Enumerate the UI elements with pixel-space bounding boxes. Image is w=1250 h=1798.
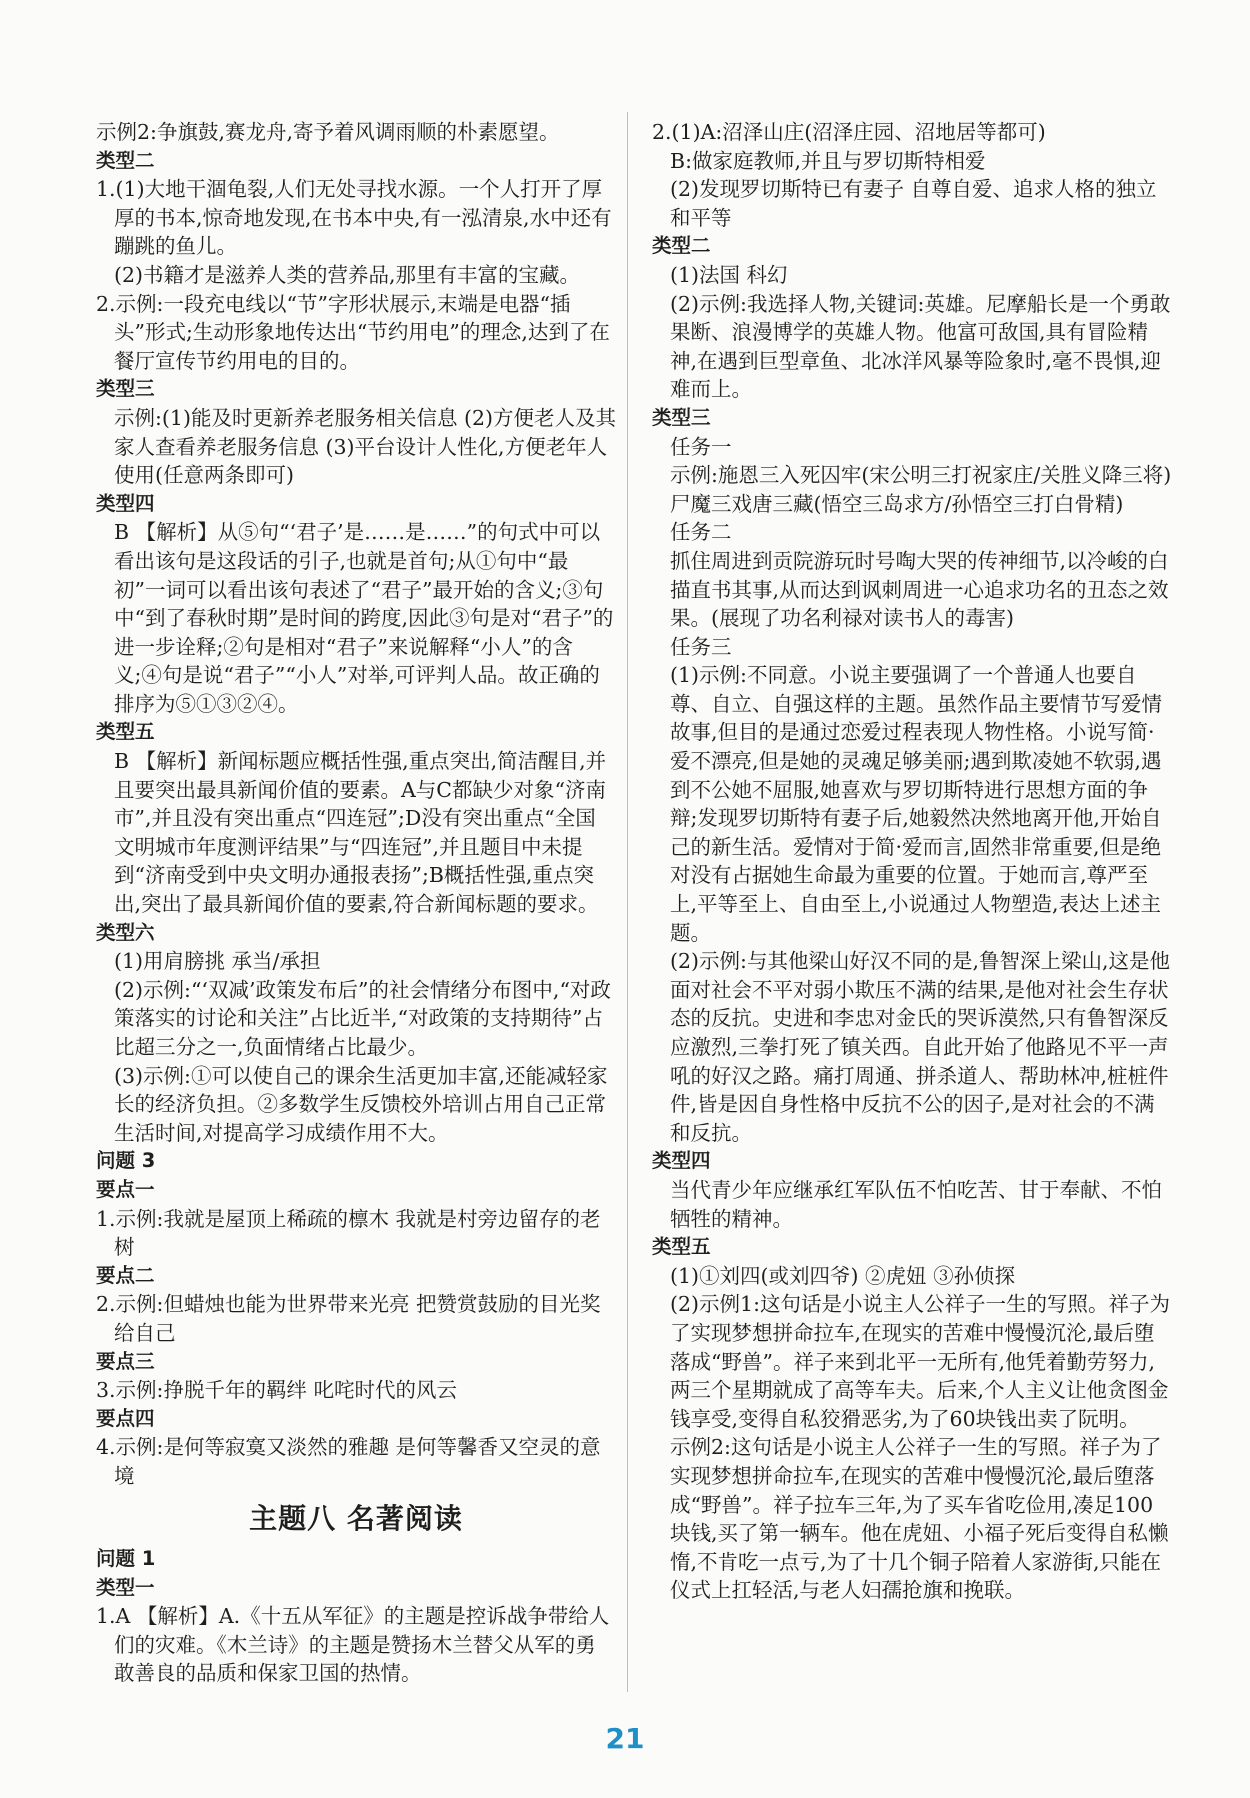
section-heading: 类型六 (96, 920, 155, 944)
answer-text: (2)发现罗切斯特已有妻子 自尊自爱、追求人格的独立和平等 (670, 177, 1157, 230)
answer-text: B:做家庭教师,并且与罗切斯特相爱 (670, 148, 986, 173)
left-column (96, 118, 616, 1688)
numbered-answer: 2.(1)A:沼泽山庄(沼泽庄园、沼地居等都可) (652, 120, 1046, 144)
section-heading: 类型三 (652, 405, 711, 429)
answer-text: 任务三 (670, 634, 732, 659)
answer-text: (2)书籍才是滋养人类的营养品,那里有丰富的宝藏。 (114, 262, 581, 287)
answer-text: (2)示例:我选择人物,关键词:英雄。尼摩船长是一个勇敢果断、浪漫博学的英雄人物。他富可敌国,具有冒险精神,在遇到巨型章鱼、北冰洋风暴等险象时,毫不畏惧,迎难而上。 (670, 291, 1171, 402)
section-heading: 类型四 (96, 491, 155, 515)
answer-text: B 【解析】新闻标题应概括性强,重点突出,简洁醒目,并且要突出最具新闻价值的要素。A与C都缺少对象“济南市”,并且没有突出重点“四连冠”;D没有突出重点“全国文明城市年度测评结果”与“四连冠”,并且题目中未提到“济南受到中央文明办通报表扬”;B概括性强,重点突出,突出了最具新闻价值的要素,符合新闻标题的要求。 (114, 749, 607, 917)
section-heading: 类型一 (96, 1575, 155, 1599)
section-heading: 类型二 (96, 148, 155, 172)
numbered-answer: 1.示例:我就是屋顶上稀疏的檩木 我就是村旁边留存的老树 (96, 1206, 601, 1260)
section-heading: 类型五 (96, 720, 155, 744)
topic-title: 主题八 名著阅读 (249, 1501, 463, 1535)
page-number: 21 (605, 1722, 645, 1755)
section-heading: 要点四 (96, 1406, 155, 1430)
answer-text: 示例2:争旗鼓,赛龙舟,寄予着风调雨顺的朴素愿望。 (96, 120, 560, 144)
section-heading: 类型二 (652, 234, 711, 258)
answer-text: (1)示例:不同意。小说主要强调了一个普通人也要自尊、自立、自强这样的主题。虽然作品主要情节写爱情故事,但目的是通过恋爱过程表现人物性格。小说写简·爱不漂亮,但是她的灵魂足够美丽;遇到欺凌她不软弱,遇到不公她不屈服,她喜欢与罗切斯特进行思想方面的争辩;发现罗切斯特有妻子后,她毅然决然地离开他,开始自己的新生活。爱情对于简·爱而言,固然非常重要,但是绝对没有占据她生命最为重要的位置。于她而言,尊严至上,平等至上、自由至上,小说通过人物塑造,表达上述主题。 (670, 663, 1162, 945)
answer-text: 任务一 (670, 434, 732, 459)
answer-text: 示例:施恩三入死囚牢(宋公明三打祝家庄/关胜义降三将)尸魔三戏唐三藏(悟空三岛求方/孙悟空三打白骨精) (670, 463, 1172, 516)
section-heading: 要点三 (96, 1349, 155, 1373)
right-column (652, 118, 1172, 1605)
answer-text: (3)示例:①可以使自己的课余生活更加丰富,还能减轻家长的经济负担。②多数学生反馈校外培训占用自己正常生活时间,对提高学习成绩作用不大。 (114, 1063, 608, 1145)
numbered-answer: 4.示例:是何等寂寞又淡然的雅趣 是何等馨香又空灵的意境 (96, 1435, 601, 1488)
numbered-answer: 1.(1)大地干涸龟裂,人们无处寻找水源。一个人打开了厚厚的书本,惊奇地发现,在书本中央,有一泓清泉,水中还有蹦跳的鱼儿。 (96, 177, 612, 259)
section-heading: 问题 1 (96, 1547, 156, 1571)
numbered-answer: 2.示例:一段充电线以“节”字形状展示,末端是电器“插头”形式;生动形象地传达出“节约用电”的理念,达到了在餐厅宣传节约用电的目的。 (96, 291, 610, 373)
section-heading: 类型三 (96, 377, 155, 401)
section-heading: 类型四 (652, 1149, 711, 1173)
section-heading: 要点一 (96, 1177, 155, 1201)
answer-text: 示例:(1)能及时更新养老服务相关信息 (2)方便老人及其家人查看养老服务信息 (3)平台设计人性化,方便老年人使用(任意两条即可) (114, 405, 616, 488)
answer-text: (2)示例:“‘双减’政策发布后”的社会情绪分布图中,“对政策落实的讨论和关注”占比近半,“对政策的支持期待”占比超三分之一,负面情绪占比最少。 (114, 977, 611, 1059)
column-divider (627, 112, 628, 1692)
answer-text: (2)示例1:这句话是小说主人公祥子一生的写照。祥子为了实现梦想拼命拉车,在现实的苦难中慢慢沉沦,最后堕落成“野兽”。祥子来到北平一无所有,他凭着勤劳努力,两三个星期就成了高等车夫。后来,个人主义让他贪图金钱享受,变得自私狡猾恶劣,为了60块钱出卖了阮明。 (670, 1292, 1170, 1431)
section-heading: 问题 3 (96, 1149, 156, 1173)
answer-text: 任务二 (670, 520, 732, 545)
answer-text: (1)①刘四(或刘四爷) ②虎妞 ③孙侦探 (670, 1263, 1016, 1288)
numbered-answer: 1.A 【解析】A.《十五从军征》的主题是控诉战争带给人们的灾难。《木兰诗》的主题是赞扬木兰替父从军的勇敢善良的品质和保家卫国的热情。 (96, 1604, 610, 1686)
section-heading: 类型五 (652, 1235, 711, 1259)
numbered-answer: 2.示例:但蜡烛也能为世界带来光亮 把赞赏鼓励的目光奖给自己 (96, 1292, 601, 1345)
answer-text: (1)法国 科幻 (670, 262, 788, 287)
answer-text: 当代青少年应继承红军队伍不怕吃苦、甘于奉献、不怕牺牲的精神。 (670, 1177, 1162, 1231)
section-heading: 要点二 (96, 1263, 155, 1287)
answer-text: (1)用肩膀挑 承当/承担 (114, 949, 321, 974)
numbered-answer: 3.示例:挣脱千年的羁绊 叱咤时代的风云 (96, 1378, 457, 1403)
answer-text: (2)示例:与其他梁山好汉不同的是,鲁智深上梁山,这是他面对社会不平对弱小欺压不满的结果,是他对社会生存状态的反抗。史进和李忠对金氏的哭诉漠然,只有鲁智深反应激烈,三拳打死了镇关西。自此开始了他路见不平一声吼的好汉之路。痛打周通、拼杀道人、帮助林冲,桩桩件件,皆是因自身性格中反抗不公的因子,是对社会的不满和反抗。 (670, 949, 1170, 1145)
answer-text: 示例2:这句话是小说主人公祥子一生的写照。祥子为了实现梦想拼命拉车,在现实的苦难中慢慢沉沦,最后堕落成“野兽”。祥子拉车三年,为了买车省吃俭用,凑足100块钱,买了第一辆车。他在虎妞、小福子死后变得自私懒惰,不肯吃一点亏,为了十几个铜子陪着人家游街,只能在仪式上扛轻活,与老人妇孺抢旗和挽联。 (670, 1435, 1169, 1603)
answer-text: B 【解析】从⑤句“‘君子’是……是……”的句式中可以看出该句是这段话的引子,也就是首句;从①句中“最初”一词可以看出该句表述了“君子”最开始的含义;③句中“到了春秋时期”是时间的跨度,因此③句是对“君子”的进一步诠释;②句是相对“君子”来说解释“小人”的含义;④句是说“君子”“小人”对举,可评判人品。故正确的排序为⑤①③②④。 (114, 520, 614, 716)
answer-text: 抓住周进到贡院游玩时号啕大哭的传神细节,以冷峻的白描直书其事,从而达到讽刺周进一心追求功名的丑态之效果。(展现了功名利禄对读书人的毒害) (670, 548, 1169, 631)
